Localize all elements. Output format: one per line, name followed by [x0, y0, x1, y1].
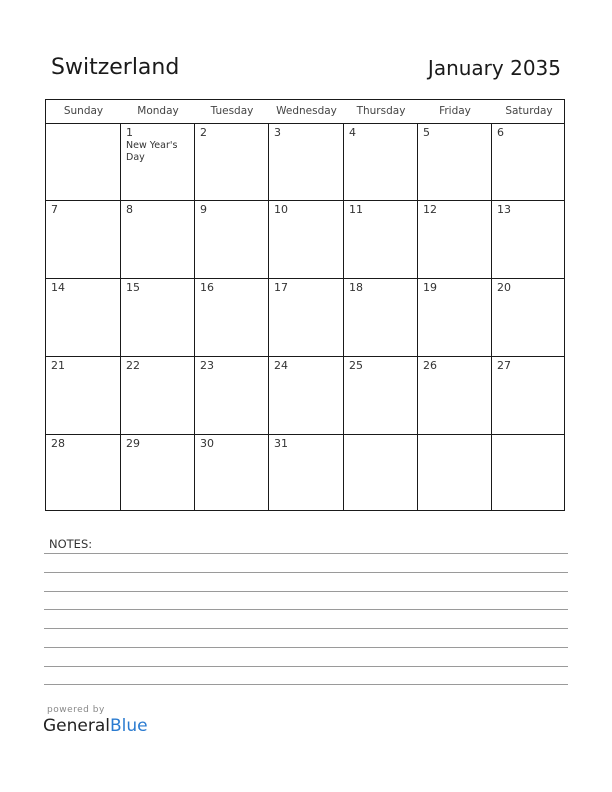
- day-cell[interactable]: [418, 279, 492, 357]
- day-cell[interactable]: [418, 435, 492, 512]
- day-number: 2: [200, 126, 207, 139]
- day-cell[interactable]: [344, 279, 418, 357]
- day-number: 25: [349, 359, 363, 372]
- day-cell[interactable]: [492, 357, 566, 435]
- day-cell[interactable]: [121, 279, 195, 357]
- day-number: 13: [497, 203, 511, 216]
- note-line[interactable]: [44, 572, 568, 573]
- day-cell[interactable]: [269, 435, 344, 512]
- day-number: 24: [274, 359, 288, 372]
- day-number: 12: [423, 203, 437, 216]
- day-cell[interactable]: [269, 357, 344, 435]
- day-cell[interactable]: [418, 201, 492, 279]
- day-number: 7: [51, 203, 58, 216]
- day-number: 6: [497, 126, 504, 139]
- day-number: 21: [51, 359, 65, 372]
- generalblue-logo[interactable]: [43, 716, 148, 736]
- notes-label: NOTES:: [49, 537, 93, 551]
- day-number: 15: [126, 281, 140, 294]
- day-cell[interactable]: [418, 357, 492, 435]
- day-cell[interactable]: [344, 124, 418, 201]
- brand-blue: Blue: [110, 716, 148, 736]
- weekday-saturday: Saturday: [505, 105, 553, 117]
- note-line[interactable]: [44, 647, 568, 648]
- weekday-thursday: Thursday: [356, 105, 406, 117]
- day-cell[interactable]: [121, 435, 195, 512]
- day-number: 5: [423, 126, 430, 139]
- day-cell[interactable]: [492, 279, 566, 357]
- day-number: 10: [274, 203, 288, 216]
- day-cell[interactable]: [46, 201, 121, 279]
- day-cell[interactable]: [46, 435, 121, 512]
- day-cell[interactable]: [418, 124, 492, 201]
- note-line[interactable]: [44, 684, 568, 685]
- day-number: 28: [51, 437, 65, 450]
- brand-general: General: [43, 716, 110, 736]
- day-cell[interactable]: [269, 279, 344, 357]
- day-cell[interactable]: [344, 435, 418, 512]
- day-cell[interactable]: [492, 201, 566, 279]
- day-number: 31: [274, 437, 288, 450]
- weekday-friday: Friday: [439, 105, 471, 117]
- day-cell[interactable]: [492, 124, 566, 201]
- note-line[interactable]: [44, 609, 568, 610]
- day-number: 27: [497, 359, 511, 372]
- weekday-header-row: [46, 100, 564, 124]
- day-number: 17: [274, 281, 288, 294]
- day-number: 3: [274, 126, 281, 139]
- day-number: 16: [200, 281, 214, 294]
- holiday-label: New Year's Day: [126, 140, 178, 163]
- day-cell[interactable]: [269, 124, 344, 201]
- day-cell[interactable]: [269, 201, 344, 279]
- day-number: 14: [51, 281, 65, 294]
- day-number: 26: [423, 359, 437, 372]
- day-cell[interactable]: [344, 201, 418, 279]
- weekday-wednesday: Wednesday: [276, 105, 337, 117]
- day-cell[interactable]: [195, 124, 269, 201]
- day-cell[interactable]: [492, 435, 566, 512]
- day-cell[interactable]: [344, 357, 418, 435]
- note-line[interactable]: [44, 666, 568, 667]
- day-cell[interactable]: [121, 357, 195, 435]
- day-cell[interactable]: [121, 124, 195, 201]
- day-number: 8: [126, 203, 133, 216]
- day-number: 1: [126, 126, 133, 139]
- day-number: 20: [497, 281, 511, 294]
- day-cell[interactable]: [46, 279, 121, 357]
- day-number: 19: [423, 281, 437, 294]
- day-number: 23: [200, 359, 214, 372]
- day-number: 29: [126, 437, 140, 450]
- weekday-tuesday: Tuesday: [210, 105, 254, 117]
- day-cell[interactable]: [46, 124, 121, 201]
- day-number: 30: [200, 437, 214, 450]
- note-line[interactable]: [44, 591, 568, 592]
- day-number: 11: [349, 203, 363, 216]
- weekday-sunday: Sunday: [63, 105, 104, 117]
- day-cell[interactable]: [195, 201, 269, 279]
- day-number: 9: [200, 203, 207, 216]
- day-cell[interactable]: [195, 435, 269, 512]
- day-cell[interactable]: [195, 279, 269, 357]
- powered-by-text: powered by: [47, 705, 105, 715]
- day-number: 22: [126, 359, 140, 372]
- day-cell[interactable]: [46, 357, 121, 435]
- day-number: 4: [349, 126, 356, 139]
- day-cell[interactable]: [195, 357, 269, 435]
- note-line[interactable]: [44, 553, 568, 554]
- weekday-monday: Monday: [137, 105, 179, 117]
- calendar-grid: [45, 99, 565, 511]
- country-title: Switzerland: [51, 55, 180, 80]
- month-year-title: January 2035: [427, 56, 561, 80]
- note-line[interactable]: [44, 628, 568, 629]
- day-cell[interactable]: [121, 201, 195, 279]
- day-number: 18: [349, 281, 363, 294]
